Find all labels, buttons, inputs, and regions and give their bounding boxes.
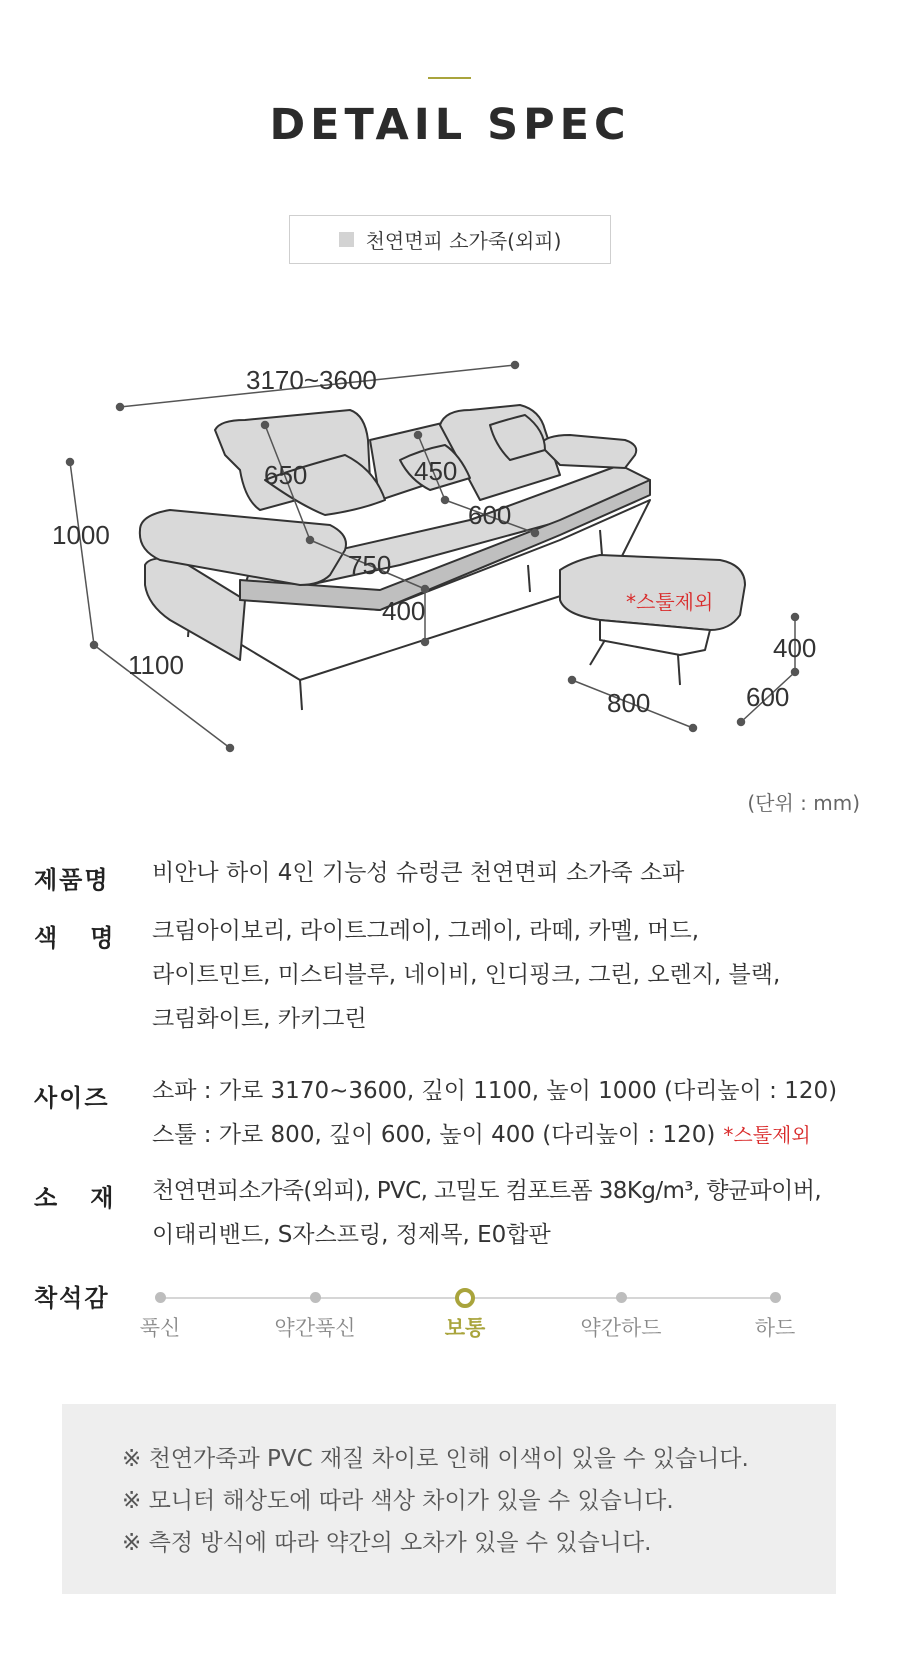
spec-line: 크림화이트, 카키그린 [152,1006,367,1032]
notice-line: ※ 측정 방식에 따라 약간의 오차가 있을 수 있습니다. [122,1530,652,1556]
notice-box [62,1404,836,1594]
dim-height: 1000 [52,520,110,550]
firmness-label: 약간푹신 [274,1316,356,1340]
dim-stool-depth: 600 [746,682,790,712]
spec-line: 라이트민트, 미스티블루, 네이비, 인디핑크, 그린, 오렌지, 블랙, [152,962,781,988]
firmness-dot-4 [616,1292,627,1303]
firmness-dot-1 [155,1292,166,1303]
firmness-label: 푹신 [139,1316,181,1340]
spec-label: 소 재 [34,1184,116,1212]
material-tag [289,215,611,264]
spec-value [152,909,892,1041]
dim-back-450: 450 [414,456,458,486]
dim-seat-600: 600 [468,500,512,530]
stool-excluded-note: *스툴제외 [626,590,714,614]
firmness-dot-5 [770,1292,781,1303]
material-tag-label: 천연면피 소가죽(외피) [365,229,562,253]
dim-seat-400: 400 [382,596,426,626]
title-accent-line [428,77,471,79]
notice-line: ※ 모니터 해상도에 따라 색상 차이가 있을 수 있습니다. [122,1488,674,1514]
page-title: DETAIL SPEC [269,100,631,150]
stool-excluded-note: *스툴제외 [723,1123,811,1147]
firmness-label: 약간하드 [580,1316,662,1340]
unit-note: (단위 : mm) [747,791,860,815]
dim-depth: 1100 [128,650,184,680]
spec-label: 색 명 [34,924,116,952]
spec-label: 사이즈 [34,1084,110,1112]
dim-seat-750: 750 [348,550,392,580]
dim-stool-width: 800 [607,688,651,718]
spec-value [152,1169,892,1257]
firmness-label-selected: 보통 [444,1316,486,1340]
spec-line: 비안나 하이 4인 기능성 슈렁큰 천연면피 소가죽 소파 [152,860,685,886]
spec-line: 이태리밴드, S자스프링, 정제목, E0합판 [152,1222,551,1248]
firmness-dot-2 [310,1292,321,1303]
spec-line: 소파 : 가로 3170~3600, 깊이 1100, 높이 1000 (다리높이 : 120) [152,1078,838,1104]
spec-label: 착석감 [34,1284,110,1312]
spec-line: 크림아이보리, 라이트그레이, 그레이, 라떼, 카멜, 머드, [152,918,699,944]
material-swatch [339,232,354,247]
spec-value [152,1069,892,1157]
sofa-illustration [0,340,900,780]
firmness-label: 하드 [754,1316,796,1340]
spec-label: 제품명 [34,866,110,894]
spec-line: 스툴 : 가로 800, 깊이 600, 높이 400 (다리높이 : 120) [152,1122,716,1148]
dimension-diagram [0,340,900,780]
notice-line: ※ 천연가죽과 PVC 재질 차이로 인해 이색이 있을 수 있습니다. [122,1446,749,1472]
spec-value [152,851,892,895]
dim-stool-height: 400 [773,633,817,663]
firmness-dot-3-selected [455,1288,475,1308]
spec-line: 천연면피소가죽(외피), PVC, 고밀도 컴포트폼 38Kg/m³, 향균파이버, [152,1178,822,1204]
dim-width: 3170~3600 [246,365,377,395]
dim-back-650: 650 [264,460,308,490]
